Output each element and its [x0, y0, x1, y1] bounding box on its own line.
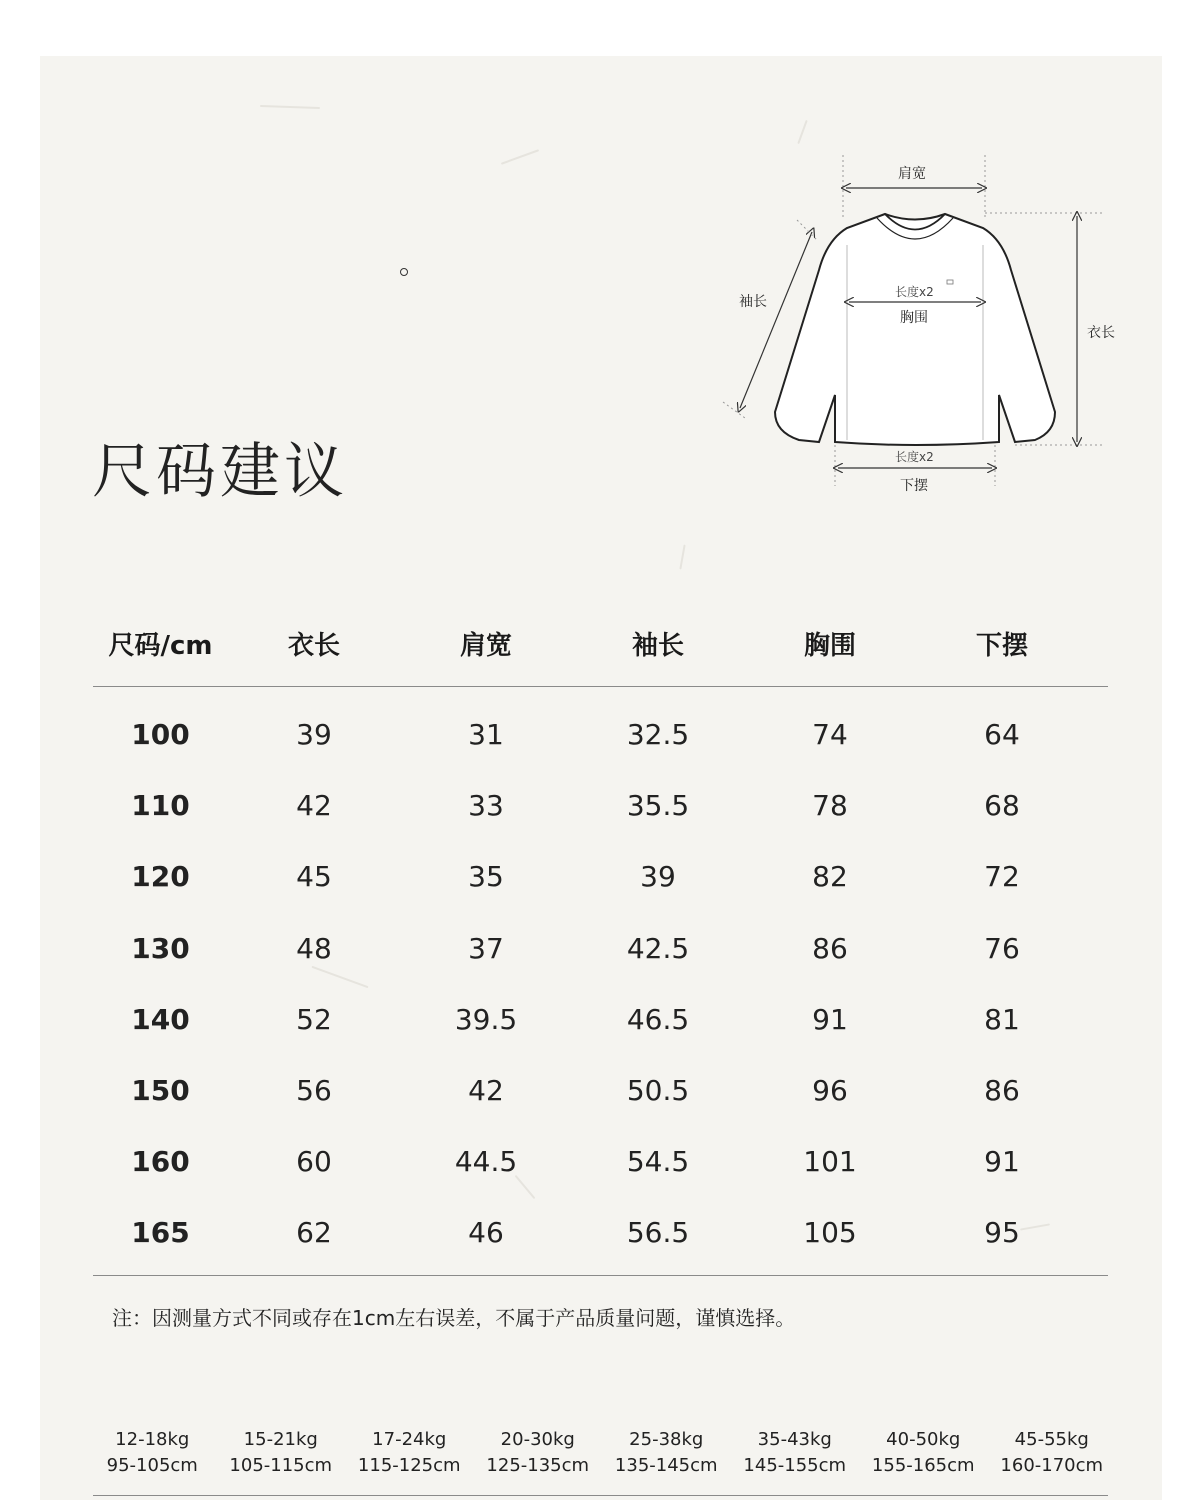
header-size: 尺码/cm: [108, 630, 213, 661]
sleeve-cell: 50.5: [626, 1074, 690, 1108]
shoulder-cell: 46: [468, 1216, 504, 1250]
guide-item: [859, 1427, 988, 1479]
header-length: 衣长: [287, 630, 340, 661]
table-header: [93, 600, 1108, 687]
length-cell: 39: [296, 718, 332, 752]
size-cell: 150: [131, 1074, 190, 1108]
sleeve-cell: 46.5: [626, 1002, 690, 1036]
height-range: 95-105cm: [106, 1455, 198, 1476]
table-row: [93, 1126, 1108, 1197]
weight-range: 40-50kg: [886, 1429, 961, 1450]
paper-fiber: [679, 545, 685, 570]
sleeve-label: 袖长: [739, 294, 767, 310]
guide-item: [345, 1427, 474, 1479]
weight-range: 17-24kg: [372, 1429, 447, 1450]
table-row: [93, 913, 1108, 984]
weight-height-guide: [88, 1427, 1128, 1479]
height-range: 125-135cm: [486, 1455, 590, 1476]
length-cell: 52: [296, 1002, 332, 1036]
hem-cell: 64: [984, 718, 1020, 752]
length-cell: 62: [296, 1216, 332, 1250]
guide-item: [731, 1427, 860, 1479]
hem-cell: 86: [984, 1074, 1020, 1108]
size-cell: 110: [131, 789, 190, 823]
height-range: 115-125cm: [357, 1455, 461, 1476]
guide-item: [988, 1427, 1117, 1479]
decorative-dot: [400, 268, 408, 276]
sleeve-cell: 54.5: [626, 1145, 690, 1179]
shoulder-label: 肩宽: [898, 166, 926, 182]
size-cell: 160: [131, 1145, 190, 1179]
height-range: 135-145cm: [614, 1455, 718, 1476]
guide-item: [474, 1427, 603, 1479]
guide-item: [602, 1427, 731, 1479]
height-range: 145-155cm: [743, 1455, 847, 1476]
weight-range: 35-43kg: [757, 1429, 832, 1450]
paper-fiber: [501, 149, 539, 165]
chest-cell: 96: [812, 1074, 848, 1108]
shoulder-cell: 37: [468, 931, 504, 965]
hem-cell: 95: [984, 1216, 1020, 1250]
hem-label: 下摆: [900, 478, 928, 494]
shoulder-cell: 44.5: [454, 1145, 518, 1179]
height-range: 160-170cm: [1000, 1455, 1104, 1476]
weight-range: 45-55kg: [1014, 1429, 1089, 1450]
bottom-divider: [93, 1495, 1108, 1496]
sleeve-cell: 32.5: [626, 718, 690, 752]
length-cell: 45: [296, 860, 332, 894]
weight-range: 15-21kg: [243, 1429, 318, 1450]
chest-cell: 86: [812, 931, 848, 965]
size-cell: 165: [131, 1216, 190, 1250]
disclaimer-note: 注：因测量方式不同或存在1cm左右误差，不属于产品质量问题，谨慎选择。: [112, 1306, 796, 1330]
size-cell: 140: [131, 1002, 190, 1036]
header-sleeve: 袖长: [631, 630, 684, 661]
length-cell: 60: [296, 1145, 332, 1179]
shoulder-cell: 35: [468, 860, 504, 894]
weight-range: 25-38kg: [629, 1429, 704, 1450]
shoulder-cell: 39.5: [454, 1002, 518, 1036]
chest-label: 胸围: [900, 310, 928, 326]
hem-cell: 68: [984, 789, 1020, 823]
weight-range: 20-30kg: [500, 1429, 575, 1450]
size-cell: 100: [131, 718, 190, 752]
hem-cell: 81: [984, 1002, 1020, 1036]
chest-cell: 105: [803, 1216, 857, 1250]
shoulder-cell: 33: [468, 789, 504, 823]
sweater-sketch: [715, 150, 1125, 500]
page-title: 尺码建议: [92, 437, 348, 507]
table-body: [93, 687, 1108, 1276]
paper-fiber: [260, 105, 320, 109]
sleeve-cell: 35.5: [626, 789, 690, 823]
table-row: [93, 770, 1108, 841]
size-table: [93, 600, 1108, 1276]
hem-note: 长度x2: [895, 450, 934, 464]
chest-cell: 74: [812, 718, 848, 752]
header-hem: 下摆: [975, 630, 1028, 661]
sleeve-cell: 56.5: [626, 1216, 690, 1250]
guide-item: [88, 1427, 217, 1479]
header-chest: 胸围: [803, 630, 856, 661]
guide-item: [217, 1427, 346, 1479]
garment-measure-diagram: [715, 150, 1125, 500]
weight-range: 12-18kg: [115, 1429, 190, 1450]
length-label: 衣长: [1087, 325, 1115, 341]
hem-cell: 76: [984, 931, 1020, 965]
table-row: [93, 984, 1108, 1055]
length-cell: 48: [296, 931, 332, 965]
sleeve-cell: 39: [640, 860, 676, 894]
chest-cell: 82: [812, 860, 848, 894]
chest-cell: 78: [812, 789, 848, 823]
table-row: [93, 699, 1108, 770]
chest-cell: 101: [803, 1145, 857, 1179]
size-cell: 130: [131, 931, 190, 965]
paper-fiber: [797, 120, 807, 144]
shoulder-cell: 42: [468, 1074, 504, 1108]
length-cell: 42: [296, 789, 332, 823]
table-row: [93, 841, 1108, 912]
height-range: 105-115cm: [229, 1455, 333, 1476]
chest-note: 长度x2: [895, 285, 934, 299]
header-shoulder: 肩宽: [459, 630, 512, 661]
height-range: 155-165cm: [871, 1455, 975, 1476]
hem-cell: 72: [984, 860, 1020, 894]
length-cell: 56: [296, 1074, 332, 1108]
shoulder-cell: 31: [468, 718, 504, 752]
table-row: [93, 1055, 1108, 1126]
hem-cell: 91: [984, 1145, 1020, 1179]
table-row: [93, 1197, 1108, 1268]
sleeve-cell: 42.5: [626, 931, 690, 965]
size-cell: 120: [131, 860, 190, 894]
chest-cell: 91: [812, 1002, 848, 1036]
